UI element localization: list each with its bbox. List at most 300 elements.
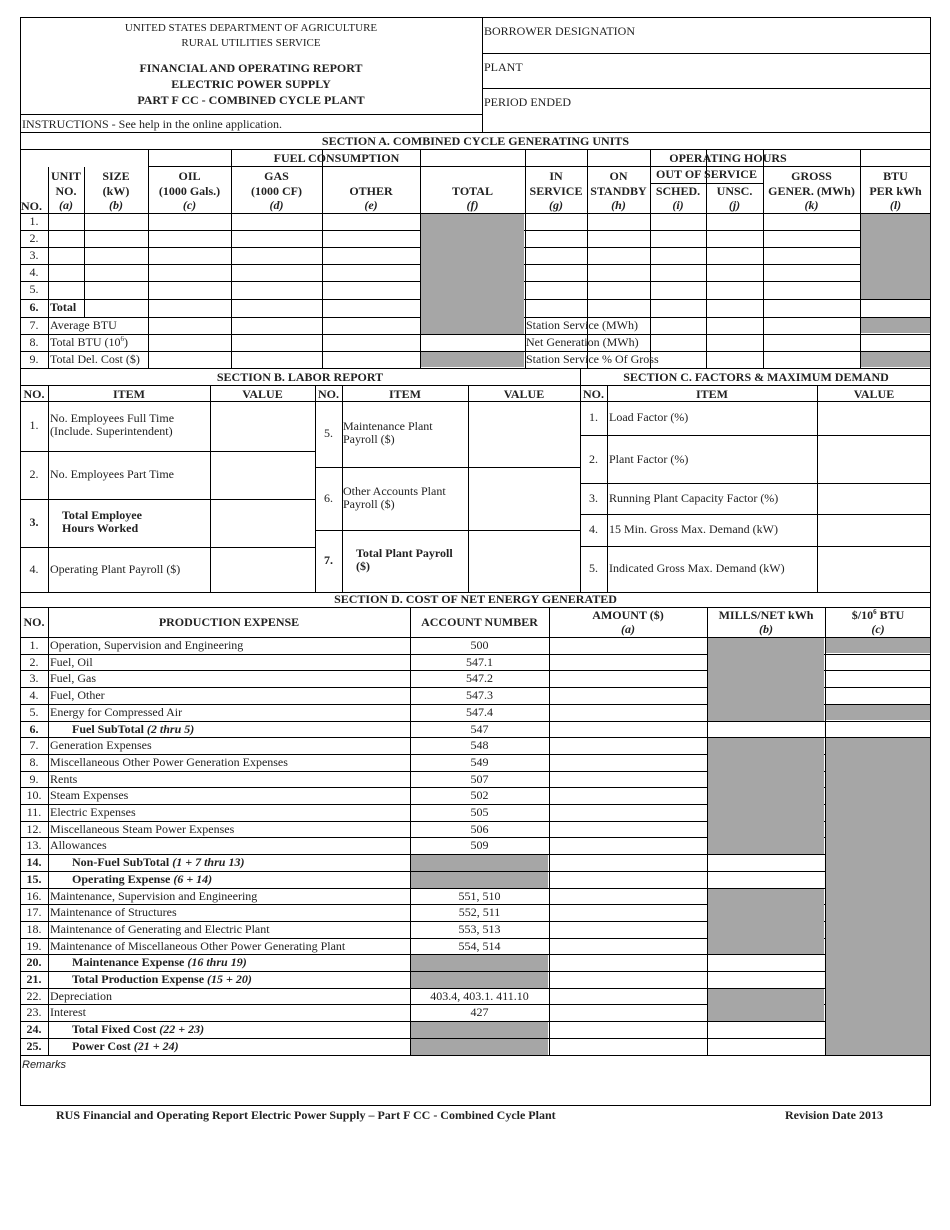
section-a-cell[interactable]: [707, 265, 762, 280]
section-d-row-number: 22.: [26, 989, 42, 1003]
plant-field[interactable]: [541, 56, 929, 87]
amount-field[interactable]: [550, 989, 706, 1004]
amount-code: (a): [621, 622, 635, 636]
amount-field[interactable]: [550, 705, 706, 720]
section-d-row-number: 5.: [29, 705, 39, 719]
in-service-code: (g): [549, 198, 563, 212]
section-b-item-header: ITEM: [388, 387, 421, 401]
amount-field[interactable]: [550, 838, 706, 853]
section-b-item-label: Other Accounts Plant Payroll ($): [343, 483, 446, 511]
total-code: (f): [466, 198, 479, 212]
btu-cost-header: [825, 609, 931, 622]
section-a-cell[interactable]: [588, 248, 649, 263]
amount-field[interactable]: [550, 1022, 706, 1037]
section-c-value-field[interactable]: [818, 484, 930, 513]
rule-line: [20, 114, 482, 115]
section-b-row-number: 4.: [29, 561, 39, 576]
gas-header-2: (1000 CF): [251, 184, 302, 198]
section-a-cell[interactable]: [85, 248, 147, 263]
paren: ): [123, 335, 128, 349]
section-a-cell[interactable]: [232, 318, 321, 333]
btu-per-kwh-header-2: PER kWh: [869, 184, 922, 198]
section-a-cell[interactable]: [323, 335, 419, 350]
section-b-value-field[interactable]: [211, 548, 314, 591]
section-c-no-header: NO.: [583, 387, 604, 401]
row-number: 8.: [29, 335, 39, 349]
period-ended-label: PERIOD ENDED: [484, 95, 571, 109]
plant-label: PLANT: [484, 60, 523, 74]
account-number: 552, 511: [458, 905, 501, 919]
amount-field[interactable]: [550, 822, 706, 837]
on-standby-header-2: STANDBY: [590, 184, 647, 198]
section-d-row-number: 25.: [26, 1039, 42, 1053]
section-a-cell[interactable]: [232, 248, 321, 263]
rule-line: [482, 17, 483, 132]
section-a-cell[interactable]: [651, 231, 705, 246]
section-a-cell[interactable]: [707, 300, 762, 316]
oil-header-2: (1000 Gals.): [158, 184, 221, 198]
section-d-row-number: 3.: [29, 671, 39, 685]
account-number: 554, 514: [458, 939, 501, 953]
amount-field[interactable]: [550, 1005, 706, 1020]
account-number: 548: [470, 738, 489, 752]
section-d-expense-label: Maintenance, Supervision and Engineering: [50, 889, 258, 903]
section-d-expense-label: Allowances: [50, 838, 107, 852]
footer-revision: Revision Date 2013: [785, 1108, 883, 1122]
section-a-cell[interactable]: [707, 231, 762, 246]
section-c-row-number: 1.: [589, 410, 598, 424]
section-b-value-field[interactable]: [469, 402, 579, 466]
section-a-cell[interactable]: [764, 231, 859, 246]
rule-line: [48, 317, 49, 368]
account-number-header: ACCOUNT NUMBER: [421, 615, 538, 629]
section-c-row-number: 5.: [589, 561, 598, 575]
shaded-account: [411, 855, 548, 871]
section-c-item-header: ITEM: [695, 387, 728, 401]
section-d-expense-label: Maintenance of Generating and Electric Plant: [50, 922, 270, 936]
report-subtitle: ELECTRIC POWER SUPPLY: [171, 77, 331, 91]
amount-field[interactable]: [550, 722, 706, 737]
section-a-cell[interactable]: [232, 352, 321, 367]
expense-label-calc: (6 + 14): [173, 872, 213, 886]
section-d-row-number: 9.: [29, 772, 39, 786]
account-number: 509: [470, 838, 489, 852]
shaded-btu-col: [861, 214, 930, 299]
section-b-item-label: No. Employees Full Time (Include. Superintendent): [50, 411, 175, 438]
section-a-right-label: Station Service (MWh): [526, 318, 638, 332]
shaded-total-col: [421, 214, 524, 334]
section-a-cell[interactable]: [232, 282, 321, 298]
shaded-btu-cost: [826, 738, 930, 1055]
section-a-cell[interactable]: [323, 282, 419, 298]
section-d-expense-label: Maintenance of Miscellaneous Other Power Generating Plant: [50, 939, 346, 953]
section-d-expense-label: Electric Expenses: [50, 805, 136, 819]
section-d-row-number: 11.: [26, 805, 42, 819]
section-a-cell[interactable]: [149, 335, 230, 350]
shaded-mills: [708, 738, 824, 854]
btu-cost-post: BTU: [876, 608, 905, 622]
section-b-item-label: No. Employees Part Time: [50, 467, 175, 481]
expense-label-text: Operating Expense: [72, 872, 171, 886]
section-a-cell[interactable]: [588, 282, 649, 298]
section-d-row-number: 21.: [26, 972, 42, 986]
expense-label-calc: (22 + 23): [159, 1022, 205, 1036]
section-d-expense-label: [72, 856, 244, 869]
section-c-title: SECTION C. FACTORS & MAXIMUM DEMAND: [623, 370, 889, 384]
section-a-cell[interactable]: [526, 214, 586, 229]
section-c-value-field[interactable]: [818, 547, 930, 591]
section-b-item-header: ITEM: [112, 387, 145, 401]
section-a-cell[interactable]: [323, 265, 419, 280]
gas-header-1: GAS: [264, 169, 289, 183]
total-header-2: TOTAL: [452, 184, 493, 198]
section-a-cell[interactable]: [651, 282, 705, 298]
account-number: 505: [470, 805, 489, 819]
shaded-btu-cost: [826, 705, 930, 720]
section-a-cell[interactable]: [526, 282, 586, 298]
in-service-header-2: SERVICE: [529, 184, 583, 198]
gas-code: (d): [269, 198, 284, 212]
section-b-row-number: 5.: [324, 426, 333, 440]
rule-line: [48, 385, 49, 592]
section-d-row-number: 7.: [29, 738, 39, 752]
section-d-expense-label: Generation Expenses: [50, 738, 152, 752]
section-a-cell[interactable]: [232, 265, 321, 280]
account-number: 547.2: [466, 671, 493, 685]
section-a-cell[interactable]: [149, 300, 230, 316]
section-a-cell[interactable]: [651, 214, 705, 229]
size-header-1: SIZE: [102, 169, 130, 183]
section-a-right-label: Station Service % Of Gross: [526, 352, 659, 366]
btu-per-kwh-code: (l): [889, 198, 902, 212]
section-a-cell[interactable]: [85, 214, 147, 229]
amount-field[interactable]: [550, 738, 706, 753]
section-c-item-label: Running Plant Capacity Factor (%): [609, 490, 779, 505]
section-d-row-number: 17.: [26, 905, 42, 919]
section-c-value-field[interactable]: [818, 515, 930, 545]
section-a-cell[interactable]: [323, 248, 419, 263]
section-a-cell[interactable]: [588, 300, 649, 316]
section-b-item-label: Total Plant Payroll ($): [356, 546, 453, 573]
section-d-expense-label: Miscellaneous Other Power Generation Expenses: [50, 755, 288, 769]
section-d-row-number: 18.: [26, 922, 42, 936]
section-d-row-number: 13.: [26, 838, 42, 852]
section-d-expense-label: Depreciation: [50, 989, 112, 1003]
shaded-account: [411, 872, 548, 888]
sched-code: (i): [672, 198, 684, 212]
amount-field[interactable]: [550, 655, 706, 670]
section-d-row-number: 4.: [29, 688, 39, 702]
section-d-expense-label: Maintenance of Structures: [50, 905, 177, 919]
amount-field[interactable]: [550, 772, 706, 787]
on-standby-code: (h): [611, 198, 626, 212]
section-a-cell[interactable]: [651, 265, 705, 280]
expense-label-text: Fuel SubTotal: [72, 722, 144, 736]
section-a-cell[interactable]: [149, 352, 230, 367]
account-number: 506: [470, 822, 489, 836]
operating-hours-header: OPERATING HOURS: [669, 151, 787, 165]
section-a-cell[interactable]: [323, 214, 419, 229]
rule-line: [20, 368, 931, 369]
amount-field[interactable]: [550, 788, 706, 803]
unit-no-header-2: NO.: [55, 184, 77, 198]
btu-cost-code: (c): [871, 622, 885, 636]
section-d-row-number: 19.: [26, 939, 42, 953]
section-a-cell[interactable]: [49, 282, 83, 298]
size-header-2: (kW): [102, 184, 130, 198]
section-d-expense-label: [72, 1023, 204, 1036]
account-number: 553, 513: [458, 922, 501, 936]
amount-field[interactable]: [550, 688, 706, 703]
rule-line: [148, 166, 931, 167]
remarks-field[interactable]: [21, 1057, 930, 1105]
account-number: 547.1: [466, 655, 493, 669]
section-a-cell[interactable]: [149, 318, 230, 333]
unsc-header: UNSC.: [716, 184, 753, 198]
section-d-expense-label: Miscellaneous Steam Power Expenses: [50, 822, 235, 836]
service: RURAL UTILITIES SERVICE: [181, 37, 321, 49]
expense-label-calc: (15 + 20): [207, 972, 252, 986]
section-d-expense-label: [72, 956, 247, 969]
unsc-code: (j): [728, 198, 741, 212]
production-expense-header: PRODUCTION EXPENSE: [158, 615, 300, 629]
row-number: 1.: [29, 214, 39, 228]
shaded-btu-avg: [861, 318, 930, 333]
gross-gener-header-1: GROSS: [791, 169, 832, 183]
amount-field[interactable]: [550, 972, 706, 987]
section-d-expense-label: [72, 873, 212, 886]
period-ended-field[interactable]: [591, 91, 929, 113]
amount-field[interactable]: [550, 755, 706, 770]
rule-line: [20, 149, 931, 150]
section-a-cell[interactable]: [588, 265, 649, 280]
expense-label-text: Total Fixed Cost: [72, 1022, 157, 1036]
rule-line: [20, 1055, 931, 1056]
section-a-row-label: Average BTU: [50, 318, 117, 332]
expense-label-calc: (16 thru 19): [187, 955, 247, 969]
section-a-cell[interactable]: [49, 265, 83, 280]
section-a-cell[interactable]: [764, 300, 859, 316]
section-d-expense-label: Fuel, Other: [50, 688, 105, 702]
section-d-row-number: 12.: [26, 822, 42, 836]
section-a-cell[interactable]: [651, 300, 705, 316]
amount-field[interactable]: [550, 889, 706, 904]
amount-field[interactable]: [550, 872, 706, 887]
out-of-service-header: OUT OF SERVICE: [656, 167, 757, 181]
section-d-expense-label: Energy for Compressed Air: [50, 705, 183, 719]
shaded-account: [411, 955, 548, 971]
unit-no-code: (a): [59, 198, 73, 212]
section-b-value-field[interactable]: [469, 531, 579, 591]
section-a-cell[interactable]: [85, 265, 147, 280]
section-a-cell[interactable]: [526, 248, 586, 263]
shaded-account: [411, 1022, 548, 1038]
footer-title: RUS Financial and Operating Report Electric Power Supply – Part F CC - Combined Cycle Plant: [56, 1108, 556, 1122]
amount-field[interactable]: [550, 922, 706, 937]
total-btu-label: [50, 336, 128, 349]
section-d-row-number: 2.: [29, 655, 39, 669]
section-d-expense-label: Fuel, Oil: [50, 655, 93, 669]
section-b-row-number: 2.: [29, 467, 39, 481]
section-c-value-field[interactable]: [818, 436, 930, 482]
section-b-value-field[interactable]: [211, 452, 314, 498]
section-a-cell[interactable]: [526, 300, 586, 316]
section-d-no-header: NO.: [23, 615, 45, 629]
on-standby-header-1: ON: [609, 169, 628, 183]
oil-header-1: OIL: [178, 169, 201, 183]
row-number: 3.: [29, 248, 39, 262]
section-a-cell[interactable]: [323, 318, 419, 333]
size-code: (b): [109, 198, 123, 212]
section-a-cell[interactable]: [764, 214, 859, 229]
section-a-cell[interactable]: [323, 231, 419, 246]
expense-label-text: Power Cost: [72, 1039, 131, 1053]
shaded-account: [411, 1039, 548, 1055]
account-number: 547.4: [466, 705, 493, 719]
section-a-cell[interactable]: [232, 300, 321, 316]
report-part: PART F CC - COMBINED CYCLE PLANT: [137, 93, 365, 107]
expense-label-text: Maintenance Expense: [72, 955, 185, 969]
section-a-cell[interactable]: [707, 214, 762, 229]
btu-cost-exp: 6: [873, 608, 877, 616]
expense-label-calc: (1 + 7 thru 13): [172, 855, 245, 869]
gross-gener-code: (k): [804, 198, 819, 212]
instructions: INSTRUCTIONS - See help in the online application.: [22, 117, 282, 131]
amount-field[interactable]: [550, 671, 706, 686]
mills-header: MILLS/NET kWh: [718, 608, 814, 622]
section-c-value-header: VALUE: [853, 387, 895, 401]
oil-code: (c): [182, 198, 197, 212]
agency: UNITED STATES DEPARTMENT OF AGRICULTURE: [124, 22, 378, 34]
section-b-no-header: NO.: [23, 387, 45, 401]
total-btu-text: Total BTU (10: [50, 335, 121, 349]
section-a-cell[interactable]: [232, 214, 321, 229]
section-a-cell[interactable]: [85, 300, 147, 316]
section-a-cell[interactable]: [526, 231, 586, 246]
section-b-item-label: Total Employee Hours Worked: [62, 508, 142, 535]
section-b-value-header: VALUE: [242, 387, 283, 401]
shaded-mills: [708, 989, 824, 1021]
section-a-cell[interactable]: [49, 248, 83, 263]
shaded-account: [411, 972, 548, 988]
section-a-cell[interactable]: [49, 214, 83, 229]
shaded-mills: [708, 889, 824, 954]
expense-label-calc: (21 + 24): [133, 1039, 179, 1053]
no-header: NO.: [21, 199, 42, 213]
amount-field[interactable]: [550, 805, 706, 820]
borrower-designation-label: BORROWER DESIGNATION: [484, 24, 635, 38]
rule-line: [20, 132, 931, 133]
section-a-title: SECTION A. COMBINED CYCLE GENERATING UNITS: [321, 134, 630, 148]
rule-line: [482, 88, 931, 89]
section-d-row-number: 20.: [26, 955, 42, 969]
section-b-row-number: 1.: [29, 418, 39, 432]
remarks-label: Remarks: [22, 1059, 67, 1071]
section-d-row-number: 23.: [26, 1005, 42, 1019]
amount-field[interactable]: [550, 1039, 706, 1054]
section-a-cell[interactable]: [707, 248, 762, 263]
section-a-cell[interactable]: [149, 265, 230, 280]
section-a-cell[interactable]: [149, 231, 230, 246]
section-c-row-number: 4.: [589, 522, 598, 536]
section-a-cell[interactable]: [764, 335, 859, 350]
section-a-cell[interactable]: [149, 282, 230, 298]
row-number: 6.: [29, 300, 39, 314]
section-a-cell[interactable]: [149, 248, 230, 263]
section-a-right-label: Net Generation (MWh): [526, 335, 639, 349]
section-a-cell[interactable]: [764, 282, 859, 298]
section-d-row-number: 6.: [29, 722, 39, 736]
borrower-designation-field[interactable]: [641, 20, 929, 52]
section-a-cell[interactable]: [149, 214, 230, 229]
row-number: 2.: [29, 231, 39, 245]
amount-field[interactable]: [550, 955, 706, 970]
expense-label-calc: (2 thru 5): [146, 722, 195, 736]
section-a-cell[interactable]: [232, 231, 321, 246]
mills-code: (b): [759, 622, 773, 636]
section-d-expense-label: Interest: [50, 1005, 86, 1019]
section-b-value-field[interactable]: [469, 468, 579, 529]
section-b-row-number: 3.: [29, 515, 39, 529]
total-label: Total: [50, 300, 77, 314]
section-a-cell[interactable]: [85, 231, 147, 246]
account-number: 549: [470, 755, 489, 769]
section-a-cell[interactable]: [764, 318, 859, 333]
amount-field[interactable]: [550, 939, 706, 954]
section-b-value-header: VALUE: [503, 387, 545, 401]
section-a-cell[interactable]: [85, 282, 147, 298]
account-number: 547.3: [466, 688, 493, 702]
account-number: 500: [470, 638, 489, 652]
section-d-title: SECTION D. COST OF NET ENERGY GENERATED: [334, 592, 617, 606]
section-d-expense-label: Operation, Supervision and Engineering: [50, 638, 244, 652]
section-a-cell[interactable]: [707, 282, 762, 298]
section-a-cell[interactable]: [588, 231, 649, 246]
section-a-cell[interactable]: [323, 352, 419, 367]
section-c-row-number: 2.: [589, 452, 598, 466]
row-number: 5.: [29, 282, 39, 296]
section-d-row-number: 24.: [26, 1022, 42, 1036]
section-a-cell[interactable]: [526, 265, 586, 280]
account-number: 403.4, 403.1. 411.10: [430, 989, 529, 1003]
section-b-value-field[interactable]: [211, 500, 314, 546]
section-c-value-field[interactable]: [818, 402, 930, 434]
section-d-expense-label: Rents: [50, 772, 78, 786]
exponent: 6: [120, 335, 124, 343]
section-b-title: SECTION B. LABOR REPORT: [216, 370, 384, 384]
section-a-cell[interactable]: [323, 300, 419, 316]
section-a-cell[interactable]: [651, 248, 705, 263]
row-number: 9.: [29, 352, 39, 366]
section-a-cell[interactable]: [764, 248, 859, 263]
section-b-value-field[interactable]: [211, 402, 314, 450]
in-service-header-1: IN: [549, 169, 563, 183]
amount-field[interactable]: [550, 855, 706, 870]
row-number: 4.: [29, 265, 39, 279]
amount-field[interactable]: [550, 638, 706, 653]
btu-per-kwh-header-1: BTU: [883, 169, 908, 183]
section-d-row-number: 15.: [26, 872, 42, 886]
section-a-cell[interactable]: [588, 214, 649, 229]
rule-line: [580, 368, 581, 592]
section-a-cell[interactable]: [764, 265, 859, 280]
section-a-cell[interactable]: [232, 335, 321, 350]
section-a-cell[interactable]: [49, 231, 83, 246]
section-a-cell[interactable]: [764, 352, 859, 367]
section-c-item-label: 15 Min. Gross Max. Demand (kW): [609, 522, 778, 536]
amount-field[interactable]: [550, 905, 706, 920]
fuel-consumption-header: FUEL CONSUMPTION: [273, 151, 400, 165]
